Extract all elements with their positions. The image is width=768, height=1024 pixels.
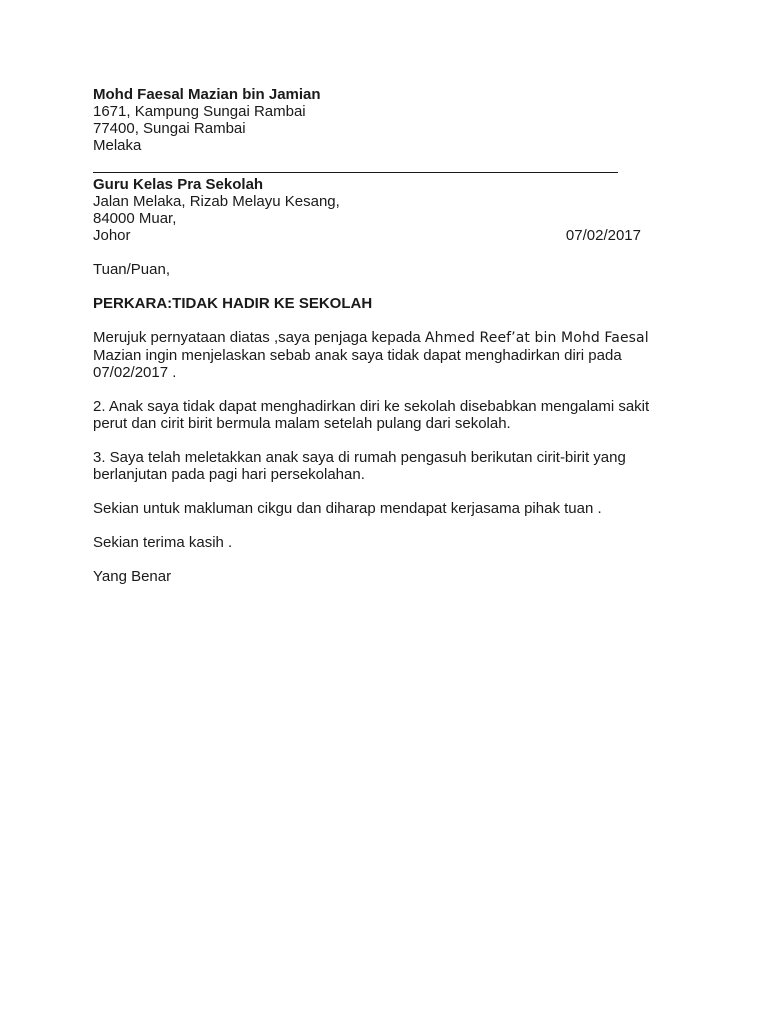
letter-body bbox=[93, 86, 650, 585]
closing-thanks: Sekian terima kasih . bbox=[93, 534, 233, 551]
salutation: Tuan/Puan, bbox=[93, 261, 170, 278]
paragraph-1-line-3: 07/02/2017 . bbox=[93, 364, 177, 381]
sender-address-line-2: 77400, Sungai Rambai bbox=[93, 120, 246, 137]
recipient-address-line-1: Jalan Melaka, Rizab Melayu Kesang, bbox=[93, 193, 340, 210]
letter-date: 07/02/2017 bbox=[565, 227, 641, 244]
sender-address-line-3: Melaka bbox=[93, 137, 142, 154]
paragraph-1-prefix: Merujuk pernyataan diatas ,saya penjaga kepada bbox=[93, 329, 425, 346]
recipient-address-line-3: Johor bbox=[93, 227, 131, 244]
subject-heading: PERKARA:TIDAK HADIR KE SEKOLAH bbox=[93, 295, 373, 312]
closing-signoff: Yang Benar bbox=[93, 568, 172, 585]
recipient-state-date-row bbox=[93, 227, 641, 244]
sender-name: Mohd Faesal Mazian bin Jamian bbox=[93, 86, 321, 103]
sender-block bbox=[93, 86, 641, 154]
paragraph-2 bbox=[93, 398, 650, 432]
recipient-title: Guru Kelas Pra Sekolah bbox=[93, 176, 264, 193]
paragraph-4: Sekian untuk makluman cikgu dan diharap mendapat kerjasama pihak tuan . bbox=[93, 500, 602, 517]
recipient-block bbox=[93, 176, 641, 244]
paragraph-3 bbox=[93, 449, 641, 483]
paragraph-3-line-1: 3. Saya telah meletakkan anak saya di rumah pengasuh berikutan cirit-birit yang bbox=[93, 449, 626, 466]
sender-address-line-1: 1671, Kampung Sungai Rambai bbox=[93, 103, 306, 120]
paragraph-1-line-2: Mazian ingin menjelaskan sebab anak saya tidak dapat menghadirkan diri pada bbox=[93, 347, 622, 364]
paragraph-2-line-1: 2. Anak saya tidak dapat menghadirkan diri ke sekolah disebabkan mengalami sakit bbox=[93, 398, 650, 415]
paragraph-3-line-2: berlanjutan pada pagi hari persekolahan. bbox=[93, 466, 365, 483]
paragraph-1 bbox=[93, 329, 649, 381]
child-name: Ahmed Reef’at bin Mohd Faesal bbox=[424, 330, 649, 346]
paragraph-2-line-2: perut dan cirit birit bermula malam setelah pulang dari sekolah. bbox=[93, 415, 511, 432]
separator-line bbox=[93, 172, 618, 173]
recipient-address-line-2: 84000 Muar, bbox=[93, 210, 177, 227]
